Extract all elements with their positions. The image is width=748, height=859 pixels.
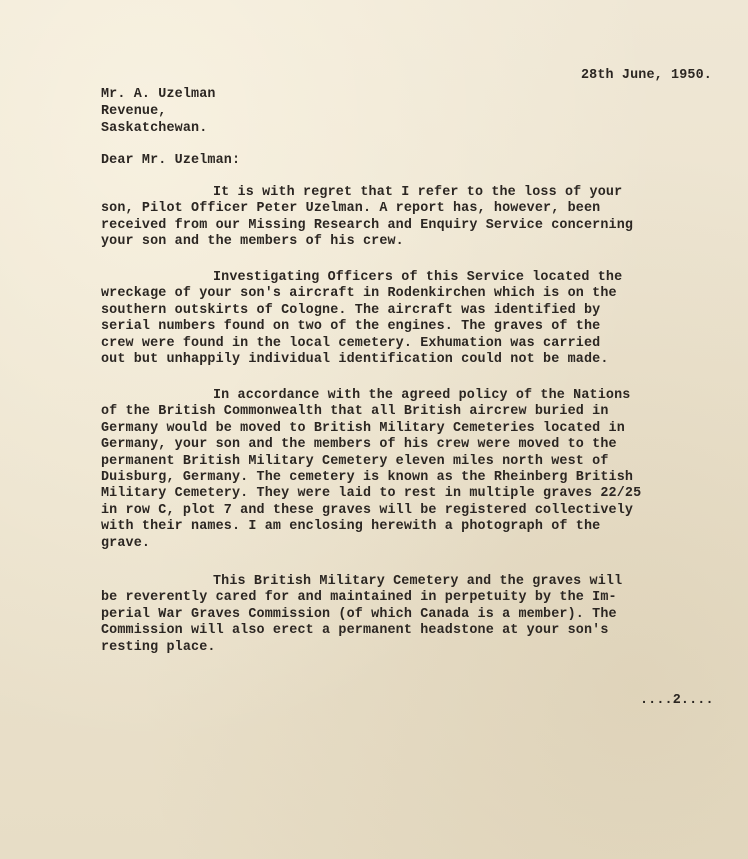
paragraph-line: wreckage of your son's aircraft in Rodenkirchen which is on the [101,286,617,302]
paragraph-line: Germany, your son and the members of his crew were moved to the [101,437,617,453]
paragraph-line: with their names. I am enclosing herewith a photograph of the [101,519,601,535]
paragraph-line: in row C, plot 7 and these graves will be registered collectively [101,502,634,518]
paragraph-line: It is with regret that I refer to the loss of your [213,185,623,200]
paragraph-line: grave. [101,535,151,551]
salutation: Dear Mr. Uzelman: [101,153,241,168]
letter-date: 28th June, 1950. [581,68,712,83]
paragraph-line: of the British Commonwealth that all British aircrew buried in [101,404,609,420]
paragraph-line: southern outskirts of Cologne. The aircraft was identified by [101,302,601,318]
paragraph-line: In accordance with the agreed policy of the Nations [213,388,631,403]
paragraph-line: This British Military Cemetery and the graves will [213,574,623,589]
recipient-province: Saskatchewan. [101,121,208,136]
paragraph-line: your son and the members of his crew. [101,234,404,250]
page-continuation-marker: ....2.... [640,693,714,708]
paragraph-4 [101,574,661,656]
paragraph-line: Duisburg, Germany. The cemetery is known as the Rheinberg British [101,470,634,486]
paragraph-line: out but unhappily individual identification could not be made. [101,352,609,368]
paragraph-line: son, Pilot Officer Peter Uzelman. A report has, however, been [101,201,601,217]
paragraph-1 [101,185,661,251]
recipient-name: Mr. A. Uzelman [101,87,216,102]
paragraph-line: Military Cemetery. They were laid to rest in multiple graves 22/25 [101,486,642,502]
paragraph-line: permanent British Military Cemetery eleven miles north west of [101,453,609,469]
paragraph-line: crew were found in the local cemetery. Exhumation was carried [101,335,601,351]
paragraph-line: perial War Graves Commission (of which Canada is a member). The [101,606,617,622]
paragraph-2 [101,270,661,368]
paragraph-line: serial numbers found on two of the engines. The graves of the [101,319,601,335]
paragraph-line: Investigating Officers of this Service located the [213,270,623,285]
paragraph-line: Commission will also erect a permanent headstone at your son's [101,623,609,639]
paragraph-line: Germany would be moved to British Military Cemeteries located in [101,420,625,436]
paragraph-line: received from our Missing Research and Enquiry Service concerning [101,217,634,233]
paragraph-3 [101,388,661,552]
paragraph-line: resting place. [101,639,216,655]
paragraph-line: be reverently cared for and maintained in perpetuity by the Im- [101,590,617,606]
recipient-town: Revenue, [101,104,167,119]
